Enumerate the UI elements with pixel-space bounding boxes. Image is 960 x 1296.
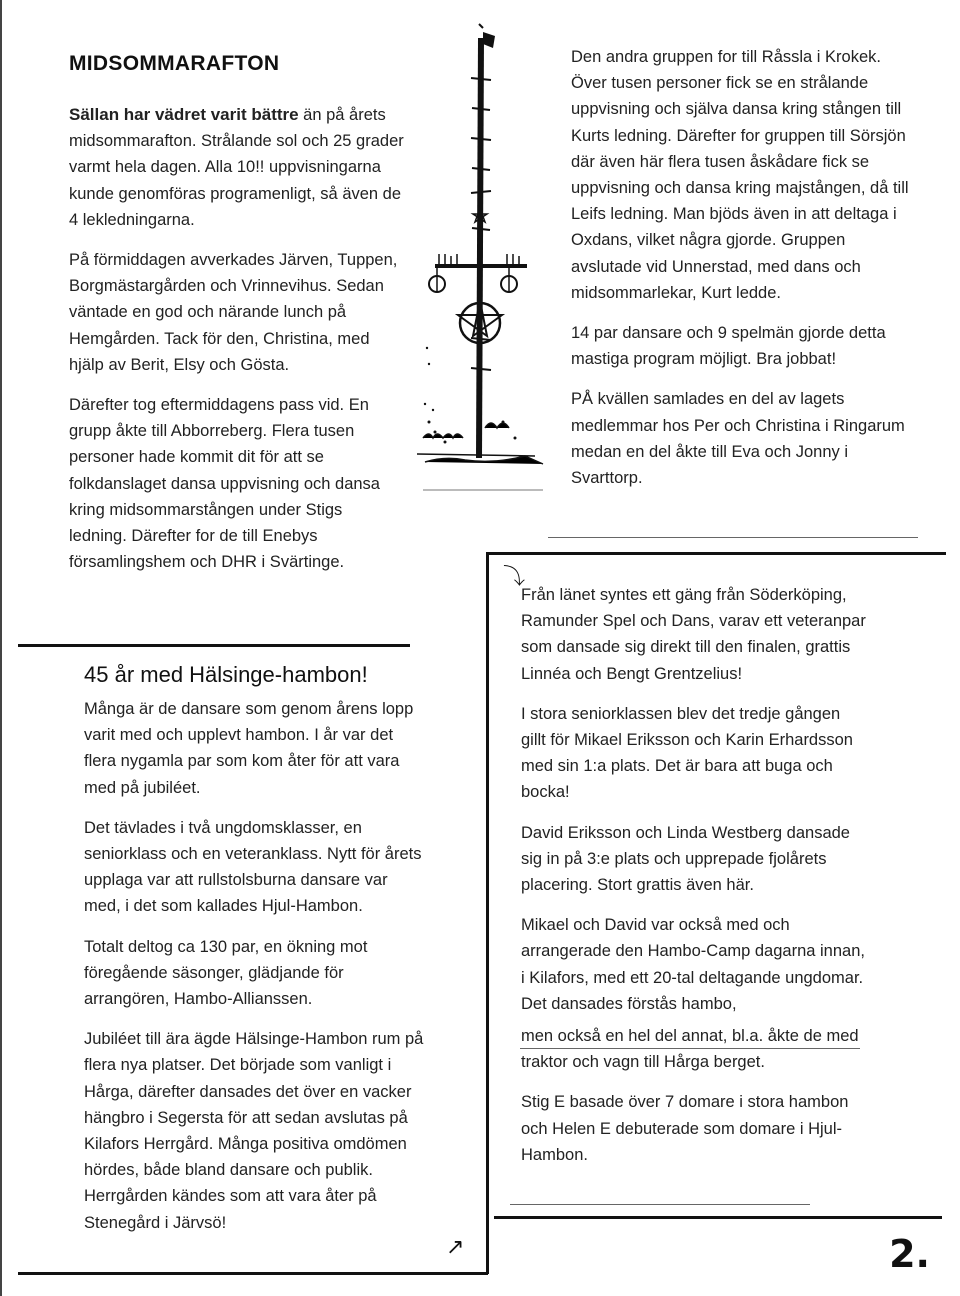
maypole-illustration (415, 18, 545, 498)
paragraph: Den andra gruppen for till Råssla i Krokek. Över tusen personer fick se en strålande uppvisning och själva dansa kring stången till Kurts ledning. Därefter for gruppen till Sörsjön där även här flera tusen åskådare fick se uppvisning och dansa kring majstången, då till Leifs ledning. Man bjöds även in att deltaga i Oxdans, vilket några gjorde. Gruppen avslutade vid Unnerstad, med dans och midsommarlekar, Kurt ledde. (571, 48, 909, 302)
paragraph: I stora seniorklassen blev det tredje gången gillt för Mikael Eriksson och Karin Erhardsson med sin 1:a plats. Det är bara att buga och bocka! (521, 704, 853, 802)
paragraph: Därefter tog eftermiddagens pass vid. En grupp åkte till Abborreberg. Flera tusen personer hade kommit dit för att se folkdanslaget dansa uppvisning och dansa kring midsommarstången under Stigs ledning. Därefter for de till Enebys församlingshem och DHR i Svärtinge. (69, 396, 380, 572)
paragraph: PÅ kvällen samlades en del av lagets medlemmar hos Per och Christina i Ringarum medan en del åkte till Eva och Jonny i Svarttorp. (571, 390, 905, 488)
divider (18, 644, 410, 647)
article-midsommar-continuation (571, 44, 911, 505)
lead-phrase: Sällan har vädret varit bättre (69, 105, 299, 124)
page-number: 2. (889, 1232, 930, 1276)
article-title-hambon: 45 år med Hälsinge-hambon! (84, 662, 368, 687)
paragraph: Mikael och David var också med och arrangerade den Hambo-Camp dagarna innan, i Kilafors, med ett 20-tal deltagande ungdomar. Det dansades förstås hambo, (521, 916, 865, 1013)
article-title-midsommar: MIDSOMMARAFTON (69, 52, 280, 75)
divider (18, 1272, 488, 1275)
paragraph: Totalt deltog ca 130 par, en ökning mot föregående säsonger, glädjande för arrangören, Hambo-Allianssen. (84, 937, 368, 1009)
paragraph: 14 par dansare och 9 spelmän gjorde detta mastiga program möjligt. Bra jobbat! (571, 324, 886, 369)
paragraph-text: än på årets midsommarafton. Strålande sol och 25 grader varmt hela dagen. Alla 10!! uppvisningarna kunde genomföras programenligt, så även de 4 lekledningarna. (69, 106, 404, 229)
divider (486, 552, 946, 555)
page-edge (0, 0, 2, 1296)
paragraph: På förmiddagen avverkades Järven, Tuppen, Borgmästargården och Vrinnevihus. Sedan väntade en god och närande lunch på Hemgården. Tack för den, Christina, med hjälp av Berit, Elsy och Gösta. (69, 251, 398, 374)
paragraph: David Eriksson och Linda Westberg dansade sig in på 3:e plats och upprepade fjolårets placering. Stort grattis även här. (521, 823, 850, 895)
paragraph (69, 102, 404, 233)
paragraph: Det tävlades i två ungdomsklasser, en seniorklass och en veteranklass. Nytt för årets upplaga var att rullstolsburna dansare var med, i det som kallades Hjul-Hambon. (84, 818, 422, 916)
divider (494, 1216, 942, 1219)
continuation-arrow-icon: ⤵ (503, 564, 526, 589)
article-midsommar-body (69, 102, 404, 589)
paragraph: Från länet syntes ett gäng från Söderköping, Ramunder Spel och Dans, varav ett veteranpar som dansade sig direkt till den finalen, grattis Linnéa och Bengt Grentzelius! (521, 586, 866, 683)
paragraph: Många är de dansare som genom årens lopp varit med och upplevt hambon. I år var det flera nygamla par som kom åter för att vara med på jubiléet. (84, 700, 414, 797)
divider (486, 552, 489, 1274)
article-hambon-continuation (521, 582, 866, 1182)
paragraph: Jubiléet till ära ägde Hälsinge-Hambon rum på flera nya platser. Det började som vanligt i Hårga, därefter dansades det över en vacker hängbro i Segersta för att sedan avslutas på Kilafors Herrgård. Många positiva omdömen hördes, både bland dansare och publik. Herrgården kändes som att vara åter på Stenegård i Järvsö! (84, 1030, 424, 1232)
divider (548, 537, 918, 538)
paragraph: men också en hel del annat, bl.a. åkte de med traktor och vagn till Hårga berget. (521, 1027, 859, 1072)
continuation-arrow-icon: ↗ (446, 1234, 465, 1259)
divider (510, 1204, 810, 1205)
article-hambon-body (84, 696, 424, 1250)
paragraph: Stig E basade över 7 domare i stora hambon och Helen E debuterade som domare i Hjul-Hambon. (521, 1093, 849, 1164)
